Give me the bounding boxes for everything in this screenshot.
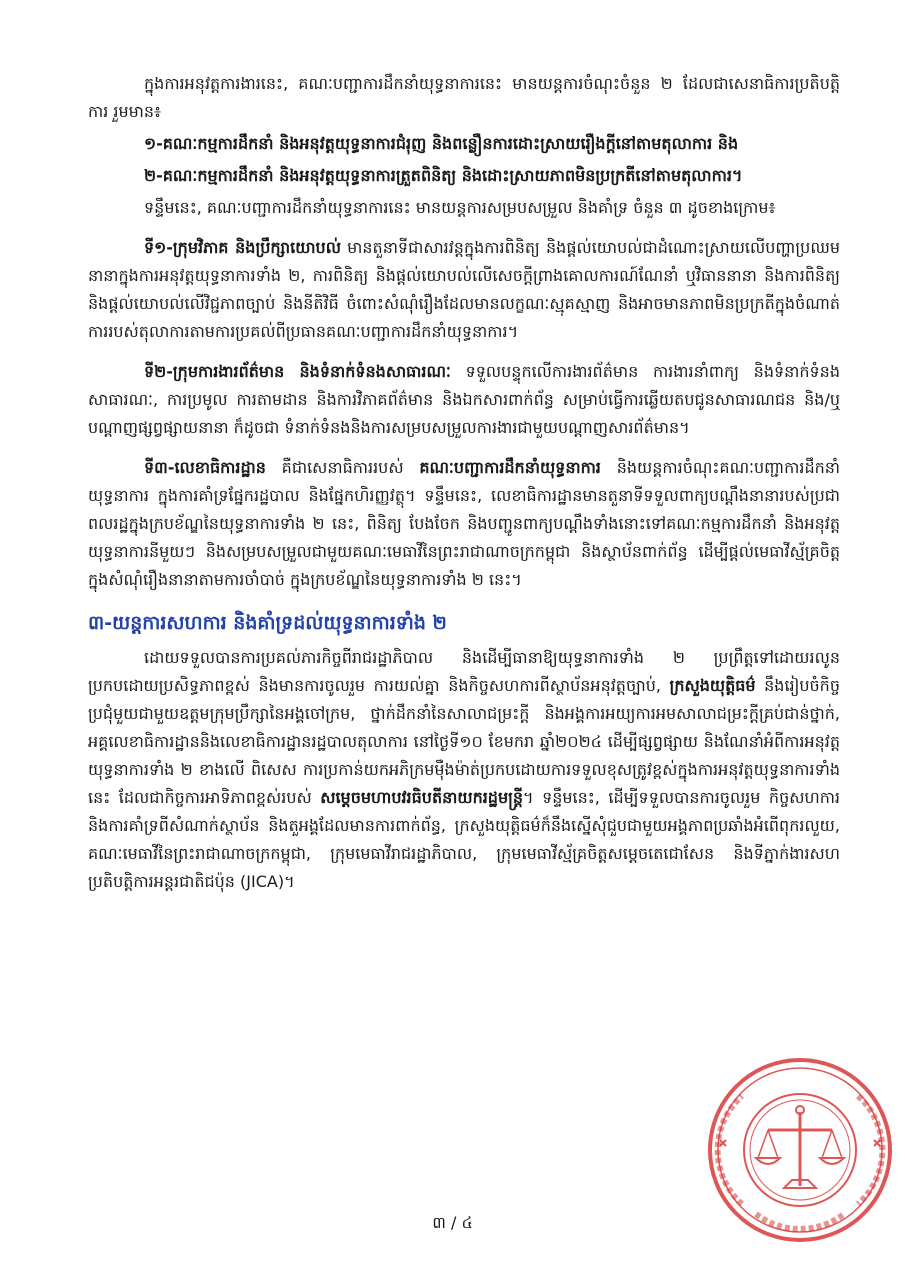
team-3-title: ទី៣-លេខាធិការដ្ឋាន <box>144 458 266 477</box>
paragraph-support: ទន្ទឹមនេះ, គណៈបញ្ជាការដឹកនាំយុទ្ធនាការនេះ មានយន្តការសម្របសម្រួល និងគាំទ្រ ចំនួន ៣ ដូចខាងក្រោម៖ <box>144 198 776 217</box>
prime-minister-title: សម្តេចមហាបវរធិបតីនាយករដ្ឋមន្ត្រី <box>320 788 524 807</box>
team-3-connector: គឺជាសេនាធិការរបស់ <box>265 458 420 477</box>
paragraph-intro: ក្នុងការអនុវត្តការងារនេះ, គណៈបញ្ជាការដឹកនាំយុទ្ធនាការនេះ មានយន្តការចំណុះចំនួន ២ ដែលជាសេនាធិការប្រតិបត្តិការ រួមមាន៖ <box>88 74 840 121</box>
list-item-1: ១-គណៈកម្មការដឹកនាំ និងអនុវត្តយុទ្ធនាការជំរុញ និងពន្លឿនការដោះស្រាយរឿងក្តីនៅតាមតុលាការ និង <box>144 134 739 153</box>
paragraph-team-3 <box>88 454 840 594</box>
team-1-text: មានតួនាទីជាសារវន្តក្នុងការពិនិត្យ និងផ្តល់យោបល់ជាដំណោះស្រាយលើបញ្ហាប្រឈមនានាក្នុងការអនុវត្តយុទ្ធនាការទាំង ២, ការពិនិត្យ និងផ្តល់យោបល់លើសេចក្តីព្រាងគោលការណ៍ណែនាំ ឬវិធាននានា និងការពិនិត្យ និងផ្តល់យោបល់លើវិជ្ជភាពច្បាប់ និងនីតិវិធី ចំពោះសំណុំរឿងដែលមានលក្ខណៈស្មុគស្មាញ និងអាចមានភាពមិនប្រក្រតីក្នុងចំណាត់ការរបស់តុលាការតាមការប្រគល់ពីប្រធានគណៈបញ្ជាការដឹកនាំយុទ្ធនាការ។ <box>88 238 840 341</box>
document-body <box>88 70 840 896</box>
team-2-title: ទី២-ក្រុមការងារព័ត៌មាន និងទំនាក់ទំនងសាធារណៈ <box>144 362 451 381</box>
paragraph-team-1 <box>88 234 840 346</box>
section-heading: ៣-យន្តការសហការ និងគាំទ្រដល់យុទ្ធនាការទាំង ២ <box>88 612 447 634</box>
team-3-bold-phrase: គណៈបញ្ជាការដឹកនាំយុទ្ធនាការ <box>419 458 601 477</box>
paragraph-section-3 <box>88 644 840 896</box>
paragraph-team-2 <box>88 358 840 442</box>
ministry-name: ក្រសួងយុត្តិធម៌ <box>669 676 756 695</box>
team-2-text: ទទួលបន្ទុកលើការងារព័ត៌មាន ការងារនាំពាក្យ និងទំនាក់ទំនងសាធារណៈ, ការប្រមូល ការតាមដាន និងការវិភាគព័ត៌មាន និងឯកសារពាក់ព័ន្ធ សម្រាប់ធ្វើការឆ្លើយតបជូនសាធារណជន និង/ឬ បណ្តាញផ្សព្វផ្សាយនានា ក៏ដូចជា ទំនាក់ទំនងនិងការសម្របសម្រួលការងារជាមួយបណ្តាញសារព័ត៌មាន។ <box>88 362 840 437</box>
team-3-text: និងយន្តការចំណុះគណៈបញ្ជាការដឹកនាំយុទ្ធនាការ ក្នុងការគាំទ្រផ្នែករដ្ឋបាល និងផ្នែកហិរញ្ញវត្ថុ។ ទន្ទឹមនេះ, លេខាធិការដ្ឋានមានតួនាទីទទួលពាក្យបណ្តឹងនានារបស់ប្រជាពលរដ្ឋក្នុងក្របខ័ណ្ឌនៃយុទ្ធនាការទាំង ២ នេះ, ពិនិត្យ បែងចែក និងបញ្ជូនពាក្យបណ្តឹងទាំងនោះទៅគណៈកម្មការដឹកនាំ និងអនុវត្តយុទ្ធនាការនីមួយៗ និងសម្របសម្រួលជាមួយគណៈមេធាវីនៃព្រះរាជាណាចក្រកម្ពុជា និងស្ថាប័នពាក់ព័ន្ធ ដើម្បីផ្តល់មេធាវីស្ម័គ្រចិត្តក្នុងសំណុំរឿងនានាតាមការចាំបាច់ ក្នុងក្របខ័ណ្ឌនៃយុទ្ធនាការទាំង ២ នេះ។ <box>88 458 841 589</box>
ministry-seal-icon <box>704 1054 896 1246</box>
section-3-text-a: ដោយទទួលបានការប្រគល់ភារកិច្ចពីរាជរដ្ឋាភិបាល និងដើម្បីធានាឱ្យយុទ្ធនាការទាំង ២ ប្រព្រឹត្តទៅដោយរលូន ប្រកបដោយប្រសិទ្ធភាពខ្ពស់ និងមានការចូលរួម ការយល់គ្នា និងកិច្ចសហការពីស្ថាប័នអនុវត្តច្បាប់, <box>88 648 840 695</box>
section-3-text-c: នឹងរៀបចំកិច្ចប្រជុំមួយជាមួយឧត្តមក្រុមប្រឹក្សានៃអង្គចៅក្រម, ថ្នាក់ដឹកនាំនៃសាលាជម្រះក្តី និងអង្គការអយ្យការអមសាលាជម្រះក្តីគ្រប់ជាន់ថ្នាក់, អគ្គលេខាធិការដ្ឋាននិងលេខាធិការដ្ឋានរដ្ឋបាលតុលាការ នៅថ្ងៃទី១០ ខែមករា ឆ្នាំ២០២៤ ដើម្បីផ្សព្វផ្សាយ និងណែនាំអំពីការអនុវត្តយុទ្ធនាការទាំង ២ ខាងលើ ពិសេស ការប្រកាន់យកអភិក្រមម៉ឺងម៉ាត់ប្រកបដោយការទទួលខុសត្រូវខ្ពស់ក្នុងការអនុវត្តយុទ្ធនាការទាំងនេះ ដែលជាកិច្ចការអាទិភាពខ្ពស់របស់ <box>88 676 840 807</box>
section-3-text-e: ។ ទន្ទឹមនេះ, ដើម្បីទទួលបានការចូលរួម កិច្ចសហការ និងការគាំទ្រពីសំណាក់ស្ថាប័ន និងតួអង្គដែលមានការពាក់ព័ន្ធ, ក្រសួងយុត្តិធម៌ក៏នឹងស្នើសុំជួបជាមួយអង្គភាពប្រឆាំងអំពើពុករលួយ, គណៈមេធាវីនៃព្រះរាជាណាចក្រកម្ពុជា, ក្រុមមេធាវីរាជរដ្ឋាភិបាល, ក្រុមមេធាវីស្ម័គ្រចិត្តសម្តេចតេជោសែន និងទីភ្នាក់ងារសហប្រតិបត្តិការអន្តរជាតិជប៉ុន (JICA)។ <box>88 788 840 891</box>
page-number: ៣ / ៤ <box>432 1213 473 1232</box>
team-1-title: ទី១-ក្រុមវិភាគ និងប្រឹក្សាយោបល់ <box>144 238 341 257</box>
list-item-2: ២-គណៈកម្មការដឹកនាំ និងអនុវត្តយុទ្ធនាការត្រួតពិនិត្យ និងដោះស្រាយភាពមិនប្រក្រតីនៅតាមតុលាការ។ <box>144 166 743 185</box>
